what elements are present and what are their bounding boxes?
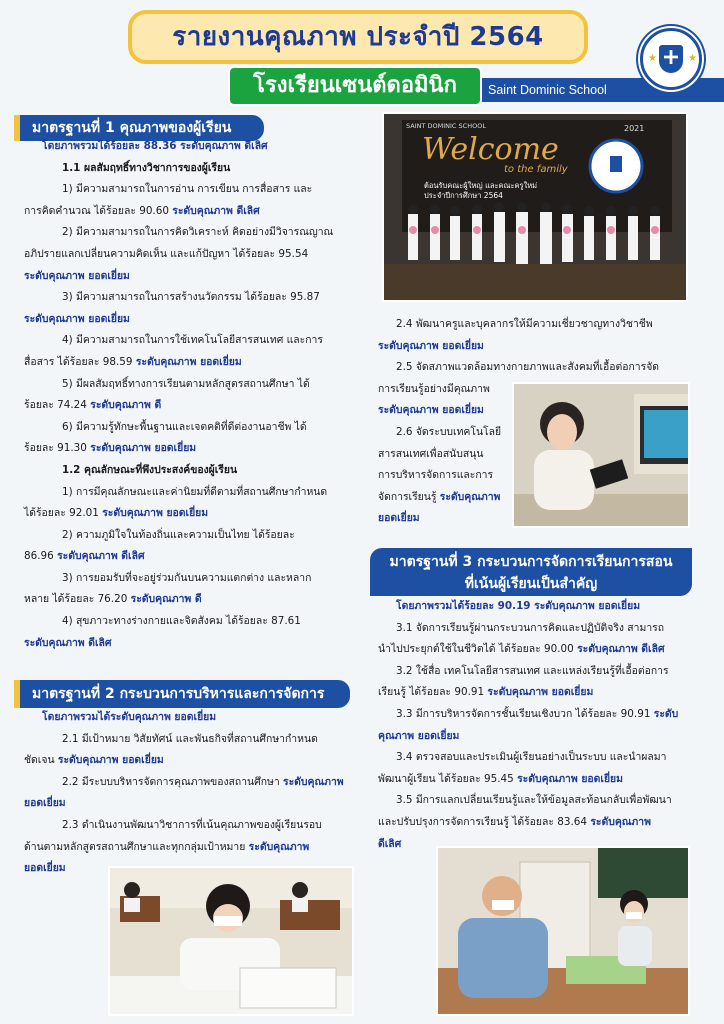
item-2-1: 2.1 มีเป้าหมาย วิสัยทัศน์ และพันธกิจที่สถานศึกษากำหนด <box>62 732 318 745</box>
standard-3-heading: มาตรฐานที่ 3 กระบวนการจัดการเรียนการสอน ที่เน้นผู้เรียนเป็นสำคัญ <box>370 548 692 596</box>
standard-1-overall: โดยภาพรวมได้ร้อยละ 88.36 ระดับคุณภาพ ดีเลิศ <box>42 140 268 152</box>
report-title-box <box>128 10 588 64</box>
school-logo-icon <box>640 28 702 90</box>
standard-2-overall: โดยภาพรวมได้ระดับคุณภาพ ยอดเยี่ยม <box>42 711 217 723</box>
online-teaching-illustration <box>514 384 690 528</box>
classroom-photo <box>108 866 354 1016</box>
welcome-ceremony-photo <box>382 112 688 302</box>
stage-caption-line1: ต้อนรับคณะผู้ใหญ่ และคณะครูใหม่ <box>424 181 538 190</box>
standard-3-overall: โดยภาพรวมได้ร้อยละ 90.19 ระดับคุณภาพ ยอดเยี่ยม <box>396 600 641 612</box>
standard-3-body: โดยภาพรวมได้ร้อยละ 90.19 ระดับคุณภาพ ยอดเยี่ยม 3.1 จัดการเรียนรู้ผ่านกระบวนการคิดและปฏิบัติจริง สามารถ นำไปประยุกต์ใช้ในชีวิตได้ ได้ร้อยละ 90.00 ระดับคุณภาพ ดีเลิศ 3.2 ใช้สื่อ เทคโนโลยีสารสนเทศ และแหล่งเรียนรู้ที่เอื้อต่อการ เรียนรู้ ได้ร้อยละ 90.91 ระดับคุณภาพ ยอดเยี่ยม 3.3 มีการบริหารจัดการชั้นเรียนเชิงบวก ได้ร้อยละ 90.91 ระดับ คุณภาพ ยอดเยี่ยม 3.4 ตรวจสอบและประเมินผู้เรียนอย่างเป็นระบบ และนำผลมา พัฒนาผู้เรียน ได้ร้อยละ 95.45 ระดับคุณภาพ ยอดเยี่ยม 3.5 มีการแลกเปลี่ยนเรียนรู้และให้ข้อมูลสะท้อนกลับเพื่อพัฒนา และปรับปรุงการจัดการเรียนรู้ ได้ร้อยละ 83.64 ระดับคุณภาพ ดีเลิศ <box>378 596 688 855</box>
item-2-4: 2.4 พัฒนาครูและบุคลากรให้มีความเชี่ยวชาญทางวิชาชีพ <box>396 318 653 330</box>
assessment-illustration <box>438 848 690 1016</box>
stage-year-text: 2021 <box>624 124 645 133</box>
school-name-box <box>228 66 482 106</box>
star-icon: ★ <box>648 53 657 64</box>
item-3-1: 3.1 จัดการเรียนรู้ผ่านกระบวนการคิดและปฏิบัติจริง สามารถ <box>396 621 665 634</box>
item-1-2-3: 3) การยอมรับที่จะอยู่ร่วมกันบนความแตกต่าง และหลาก <box>62 571 312 584</box>
item-3-3: 3.3 มีการบริหารจัดการชั้นเรียนเชิงบวก ได้ร้อยละ 90.91 <box>396 707 651 720</box>
item-2-3: 2.3 ดำเนินงานพัฒนาวิชาการที่เน้นคุณภาพของผู้เรียนรอบ <box>62 818 322 831</box>
subsection-1-1-title: 1.1 ผลสัมฤทธิ์ทางวิชาการของผู้เรียน <box>62 161 231 174</box>
classroom-illustration <box>110 868 354 1016</box>
stage-family-text: to the family <box>504 164 568 175</box>
subsection-1-2-title: 1.2 คุณลักษณะที่พึงประสงค์ของผู้เรียน <box>62 463 238 476</box>
item-1-1-1: 1) มีความสามารถในการอ่าน การเขียน การสื่อสาร และ <box>62 183 313 196</box>
assessment-photo <box>436 846 690 1016</box>
stage-school-text: SAINT DOMINIC SCHOOL <box>406 122 486 130</box>
standard-1-body: โดยภาพรวมได้ร้อยละ 88.36 ระดับคุณภาพ ดีเลิศ 1.1 ผลสัมฤทธิ์ทางวิชาการของผู้เรียน 1) มีความสามารถในการอ่าน การเขียน การสื่อสาร และ การคิดคำนวณ ได้ร้อยละ 90.60 ระดับคุณภาพ ดีเลิศ 2) มีความสามารถในการคิดวิเคราะห์ คิดอย่างมีวิจารณญาณ อภิปรายแลกเปลี่ยนความคิดเห็น และแก้ปัญหา ได้ร้อยละ 95.54 ระดับคุณภาพ ยอดเยี่ยม 3) มีความสามารถในการสร้างนวัตกรรม ได้ร้อยละ 95.87 ระดับคุณภาพ ยอดเยี่ยม 4) มีความสามารถในการใช้เทคโนโลยีสารสนเทศ และการ สื่อสาร ได้ร้อยละ 98.59 ระดับคุณภาพ ยอดเยี่ยม 5) มีผลสัมฤทธิ์ทางการเรียนตามหลักสูตรสถานศึกษา ได้ ร้อยละ 74.24 ระดับคุณภาพ ดี 6) มีความรู้ทักษะพื้นฐานและเจตคติที่ดีต่องานอาชีพ ได้ ร้อยละ 91.30 ระดับคุณภาพ ยอดเยี่ยม 1.2 คุณลักษณะที่พึงประสงค์ของผู้เรียน 1) การมีคุณลักษณะและค่านิยมที่ดีตามที่สถานศึกษากำหนด ได้ร้อยละ 92.01 ระดับคุณภาพ ยอดเยี่ยม 2) ความภูมิใจในท้องถิ่นและความเป็นไทย ได้ร้อยละ 86.96 ระดับคุณภาพ ดีเลิศ 3) การยอมรับที่จะอยู่ร่วมกันบนความแตกต่าง และหลาก หลาย ได้ร้อยละ 76.20 ระดับคุณภาพ ดี 4) สุขภาวะทางร่างกายและจิตสังคม ได้ร้อยละ 87.61 ระดับคุณภาพ ดีเลิศ <box>24 136 359 654</box>
item-1-1-5: 5) มีผลสัมฤทธิ์ทางการเรียนตามหลักสูตรสถานศึกษา ได้ <box>62 377 310 390</box>
item-3-5: 3.5 มีการแลกเปลี่ยนเรียนรู้และให้ข้อมูลสะท้อนกลับเพื่อพัฒนา <box>396 794 672 807</box>
standard-2-heading: มาตรฐานที่ 2 กระบวนการบริหารและการจัดการ <box>14 680 350 708</box>
item-1-1-6: 6) มีความรู้ทักษะพื้นฐานและเจตคติที่ดีต่องานอาชีพ ได้ <box>62 420 307 433</box>
online-teaching-photo <box>512 382 690 528</box>
stage-caption-line2: ประจำปีการศึกษา 2564 <box>424 191 503 200</box>
item-1-1-4: 4) มีความสามารถในการใช้เทคโนโลยีสารสนเทศ และการ <box>62 334 323 347</box>
item-2-2: 2.2 มีระบบบริหารจัดการคุณภาพของสถานศึกษา <box>62 775 280 788</box>
school-name-english: Saint Dominic School <box>488 83 607 97</box>
item-2-6: 2.6 จัดระบบเทคโนโลยี <box>396 425 502 438</box>
report-title: รายงานคุณภาพ ประจำปี 2564 <box>172 22 544 52</box>
shield-icon <box>659 45 683 73</box>
item-1-1-3: 3) มีความสามารถในการสร้างนวัตกรรม ได้ร้อยละ 95.87 <box>62 291 320 304</box>
school-name-thai: โรงเรียนเซนต์ดอมินิก <box>253 73 457 98</box>
item-1-2-1: 1) การมีคุณลักษณะและค่านิยมที่ดีตามที่สถานศึกษากำหนด <box>62 485 328 498</box>
item-3-4: 3.4 ตรวจสอบและประเมินผู้เรียนอย่างเป็นระบบ และนำผลมา <box>396 751 667 764</box>
standard-2-body: โดยภาพรวมได้ระดับคุณภาพ ยอดเยี่ยม 2.1 มีเป้าหมาย วิสัยทัศน์ และพันธกิจที่สถานศึกษากำหนด ชัดเจน ระดับคุณภาพ ยอดเยี่ยม 2.2 มีระบบบริหารจัดการคุณภาพของสถานศึกษา ระดับคุณภาพ ยอดเยี่ยม 2.3 ดำเนินงานพัฒนาวิชาการที่เน้นคุณภาพของผู้เรียนรอบ ด้านตามหลักสูตรสถานศึกษาและทุกกลุ่มเป้าหมาย ระดับคุณภาพ ยอดเยี่ยม <box>24 707 359 880</box>
stage-welcome-text: Welcome <box>422 132 559 167</box>
item-1-2-4: 4) สุขภาวะทางร่างกายและจิตสังคม ได้ร้อยละ 87.61 <box>62 615 301 628</box>
item-1-1-2: 2) มีความสามารถในการคิดวิเคราะห์ คิดอย่างมีวิจารณญาณ <box>62 226 334 239</box>
item-1-2-2: 2) ความภูมิใจในท้องถิ่นและความเป็นไทย ได้ร้อยละ <box>62 528 295 541</box>
standard-1-heading: มาตรฐานที่ 1 คุณภาพของผู้เรียน <box>14 115 264 141</box>
standard-2-body-continued: 2.4 พัฒนาครูและบุคลากรให้มีความเชี่ยวชาญทางวิชาชีพ ระดับคุณภาพ ยอดเยี่ยม 2.5 จัดสภาพแวดล้อมทางกายภาพและสังคมที่เอื้อต่อการจัด การเรียนรู้อย่างมีคุณภาพ ระดับคุณภาพ ยอดเยี่ยม 2.6 จัดระบบเทคโนโลยี สารสนเทศเพื่อสนับสนุน การบริหารจัดการและการ จัดการเรียนรู้ ระดับคุณภาพ ยอดเยี่ยม <box>378 314 683 530</box>
item-2-5: 2.5 จัดสภาพแวดล้อมทางกายภาพและสังคมที่เอื้อต่อการจัด <box>396 361 660 374</box>
star-icon: ★ <box>688 53 697 64</box>
item-3-2: 3.2 ใช้สื่อ เทคโนโลยีสารสนเทศ และแหล่งเรียนรู้ที่เอื้อต่อการ <box>396 664 669 677</box>
